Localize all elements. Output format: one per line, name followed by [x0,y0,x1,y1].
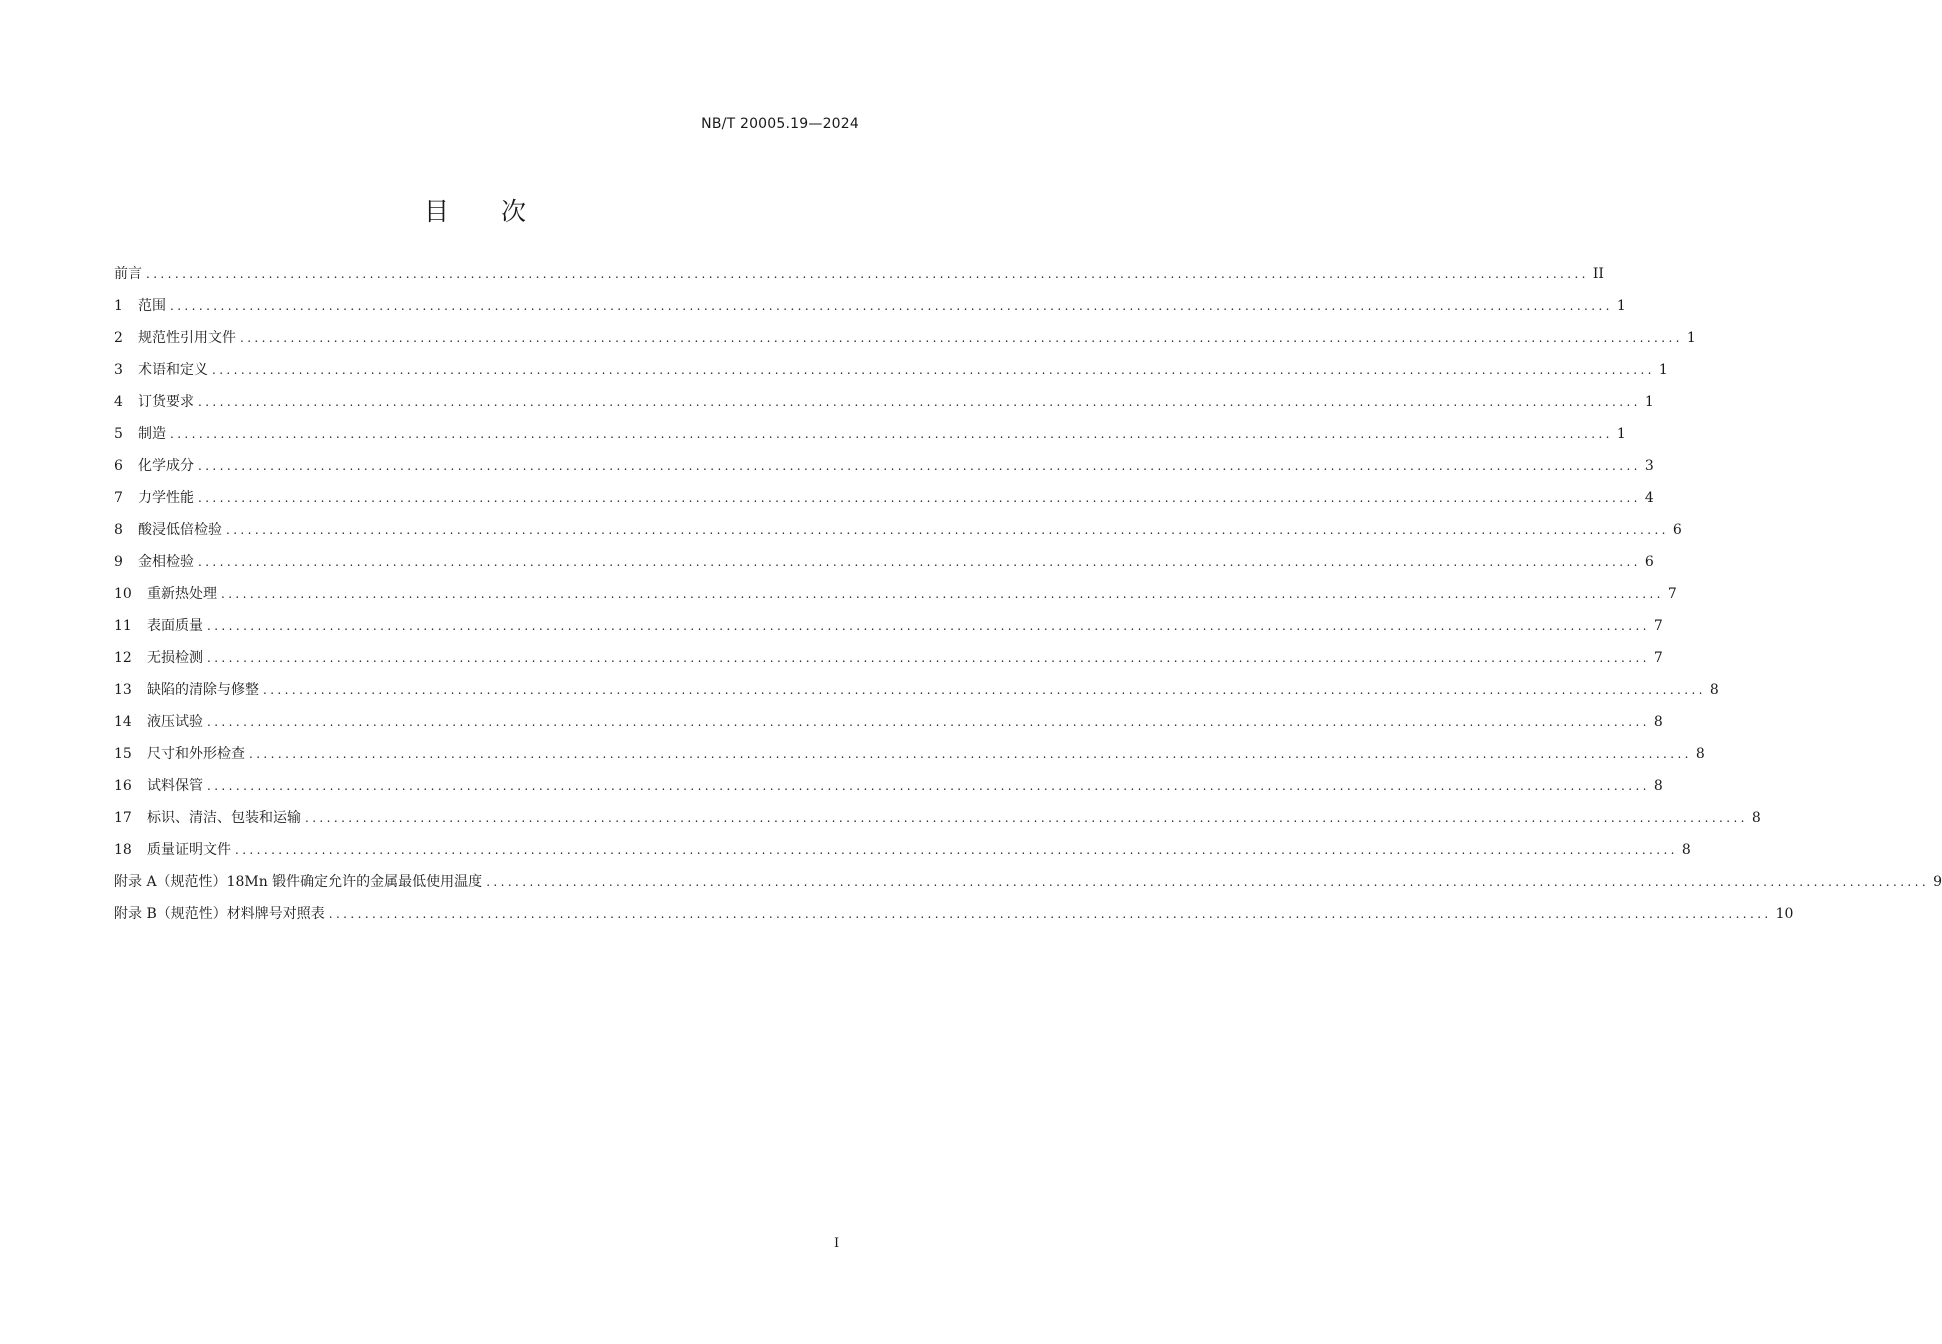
toc-entry-label: 无损检测 [147,650,203,666]
toc-entry-number: 1 [114,298,123,314]
toc-title-char-2: 次 [501,197,527,226]
toc-entry-number: 5 [114,426,123,442]
toc-entry-page: 4 [1644,490,1654,506]
toc-dot-leader: ........................................................................................................................................................................................................ [240,331,1683,345]
toc-dot-leader: ........................................................................................................................................................................................................ [207,651,1650,665]
toc-entry-number: 6 [114,458,123,474]
toc-entry-page: 8 [1751,810,1761,826]
toc-entry-number: 16 [114,778,132,794]
toc-entry-label: 18Mn 锻件确定允许的金属最低使用温度 [226,874,483,890]
toc-dot-leader: ........................................................................................................................................................................................................ [221,587,1664,601]
toc-entry-label: 试料保管 [147,778,203,794]
toc-entry-label: 表面质量 [147,618,203,634]
toc-entry-label: 规范性引用文件 [138,330,236,346]
toc-entry-label: 化学成分 [138,458,194,474]
toc-entry-page: 8 [1653,778,1663,794]
toc-entry-page: 1 [1616,298,1626,314]
toc-entry-5[interactable] [114,424,1626,456]
toc-entry-3[interactable] [114,360,1668,392]
toc-dot-leader: ........................................................................................................................................................................................................ [198,555,1641,569]
page-number: I [834,1236,840,1251]
toc-entry-number: 7 [114,490,123,506]
toc-entry-13[interactable] [114,680,1719,712]
document-code: NB/T 20005.19—2024 [701,116,859,132]
toc-entry-4[interactable] [114,392,1654,424]
toc-title-char-1: 目 [423,197,449,226]
toc-entry-number: 4 [114,394,123,410]
toc-entry-15[interactable] [114,744,1705,776]
toc-dot-leader: ........................................................................................................................................................................................................ [170,299,1613,313]
toc-entry-page: II [1592,266,1604,282]
toc-entry-number: 14 [114,714,132,730]
toc-entry-number: 17 [114,810,132,826]
toc-entry-8[interactable] [114,520,1682,552]
toc-entry-page: 1 [1644,394,1654,410]
toc-entry-number: 8 [114,522,123,538]
toc-entry-label: 制造 [138,426,166,442]
toc-entry-label: 前言 [114,266,142,282]
toc-entry-number: 13 [114,682,132,698]
toc-entry-label: 缺陷的清除与修整 [147,682,259,698]
toc-entry-10[interactable] [114,584,1677,616]
toc-dot-leader: ........................................................................................................................................................................................................ [263,683,1706,697]
toc-entry-page: 9 [1933,874,1942,890]
toc-dot-leader: ........................................................................................................................................................................................................ [207,619,1650,633]
toc-title [0,192,950,228]
toc-entry-page: 7 [1667,586,1677,602]
toc-entry-number: 11 [114,618,132,634]
toc-entry-number: 3 [114,362,123,378]
toc-entry-appendix-a[interactable] [114,872,1942,904]
toc-appendix-tag: 附录 B（规范性） [114,906,227,922]
toc-entry-number: 18 [114,842,132,858]
toc-entry-page: 8 [1681,842,1691,858]
toc-entry-17[interactable] [114,808,1761,840]
toc-entry-number: 15 [114,746,132,762]
toc-entry-appendix-b[interactable] [114,904,1794,936]
toc-dot-leader: ........................................................................................................................................................................................................ [249,747,1692,761]
toc-entry-page: 6 [1644,554,1654,570]
toc-entry-2[interactable] [114,328,1696,360]
toc-entry-label: 液压试验 [147,714,203,730]
toc-entry-14[interactable] [114,712,1663,744]
toc-entry-label: 材料牌号对照表 [226,906,325,922]
toc-dot-leader: ........................................................................................................................................................................................................ [198,459,1641,473]
toc-entry-12[interactable] [114,648,1663,680]
toc-entry-number: 12 [114,650,132,666]
toc-entry-label: 力学性能 [138,490,194,506]
toc-entry-1[interactable] [114,296,1626,328]
toc-dot-leader: ........................................................................................................................................................................................................ [305,811,1748,825]
toc-dot-leader: ........................................................................................................................................................................................................ [207,715,1650,729]
toc-entry-label: 质量证明文件 [147,842,231,858]
toc-entry-page: 8 [1709,682,1719,698]
toc-entry-label: 金相检验 [138,554,194,570]
toc-appendix-tag: 附录 A（规范性） [114,874,227,890]
toc-entry-page: 7 [1653,618,1663,634]
toc-entry-page: 8 [1695,746,1705,762]
toc-dot-leader: ........................................................................................................................................................................................................ [198,395,1641,409]
toc-entry-11[interactable] [114,616,1663,648]
toc-entry-page: 1 [1616,426,1626,442]
toc-dot-leader: ........................................................................................................................................................................................................ [170,427,1613,441]
toc-dot-leader: ........................................................................................................................................................................................................ [207,779,1650,793]
toc-entry-page: 1 [1658,362,1668,378]
toc-entry-page: 1 [1686,330,1696,346]
toc-dot-leader: ........................................................................................................................................................................................................ [328,907,1772,921]
toc-dot-leader: ........................................................................................................................................................................................................ [486,875,1930,889]
toc-entry-number: 2 [114,330,123,346]
toc-entry-number: 9 [114,554,123,570]
toc-entry-18[interactable] [114,840,1691,872]
table-of-contents [114,264,1942,936]
toc-entry-page: 8 [1653,714,1663,730]
toc-entry-label: 尺寸和外形检查 [147,746,245,762]
toc-entry-6[interactable] [114,456,1654,488]
toc-dot-leader: ........................................................................................................................................................................................................ [212,363,1655,377]
toc-entry-label: 术语和定义 [138,362,208,378]
toc-dot-leader: ........................................................................................................................................................................................................ [226,523,1669,537]
toc-entry-preface[interactable] [114,264,1604,296]
toc-dot-leader: ........................................................................................................................................................................................................ [198,491,1641,505]
toc-entry-page: 3 [1644,458,1654,474]
toc-entry-label: 酸浸低倍检验 [138,522,222,538]
toc-entry-label: 标识、清洁、包装和运输 [147,810,301,826]
toc-entry-label: 范围 [138,298,166,314]
toc-entry-9[interactable] [114,552,1654,584]
toc-entry-number: 10 [114,586,132,602]
toc-entry-label: 订货要求 [138,394,194,410]
toc-entry-page: 10 [1775,906,1794,922]
toc-entry-label: 重新热处理 [147,586,217,602]
toc-entry-page: 7 [1653,650,1663,666]
toc-dot-leader: ........................................................................................................................................................................................................ [146,267,1589,281]
toc-entry-7[interactable] [114,488,1654,520]
toc-entry-16[interactable] [114,776,1663,808]
toc-dot-leader: ........................................................................................................................................................................................................ [235,843,1678,857]
toc-entry-page: 6 [1672,522,1682,538]
